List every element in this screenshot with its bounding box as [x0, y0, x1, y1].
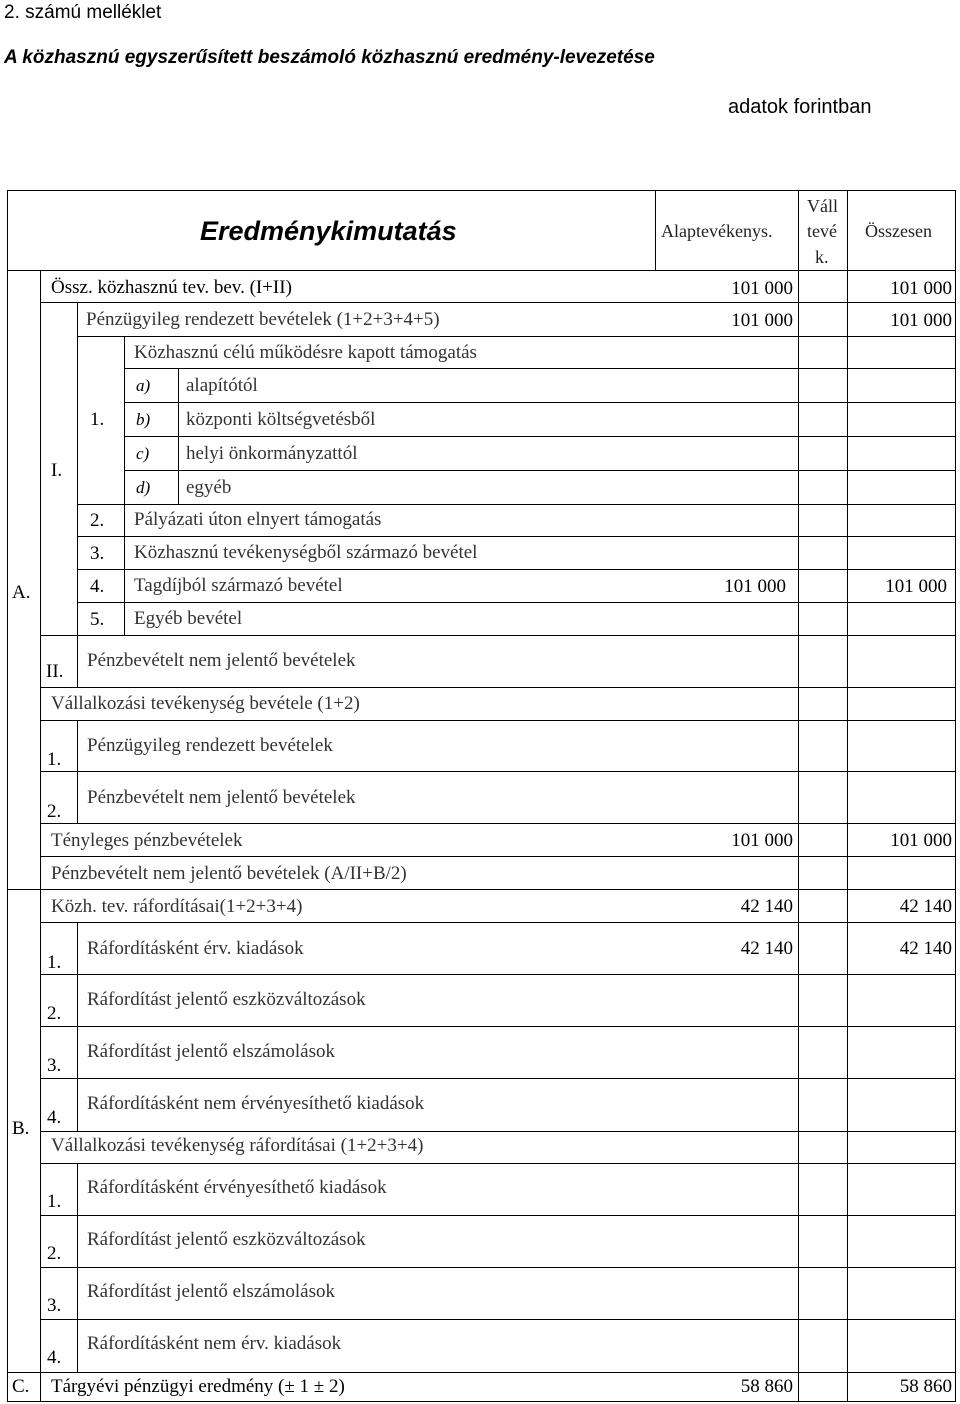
grid-line	[124, 436, 955, 437]
row-label: Közh. tev. ráfordításai(1+2+3+4)	[51, 896, 303, 917]
grid-line	[124, 470, 955, 471]
row-label: Össz. közhasznú tev. bev. (I+II)	[51, 277, 292, 298]
grid-line	[7, 190, 955, 191]
row-label: Ráfordításként nem érvényesíthető kiadások	[87, 1093, 425, 1114]
annex-label: 2. számú melléklet	[4, 2, 162, 23]
row-label: Ráfordításként érvényesíthető kiadások	[87, 1177, 387, 1198]
sub-letter: a)	[136, 376, 151, 395]
value-total: 101 000	[885, 576, 947, 597]
grid-line	[40, 1215, 955, 1216]
grid-line	[40, 1078, 955, 1079]
grid-line	[40, 823, 955, 824]
row-label: Tagdíjból származó bevétel	[134, 575, 343, 596]
grid-line	[77, 336, 955, 337]
row-label: Pénzbevételt nem jelentő bevételek	[87, 787, 356, 808]
sub-letter: d)	[136, 478, 151, 497]
row-label: Ráfordítást jelentő elszámolások	[87, 1281, 335, 1302]
value-basic: 101 000	[731, 830, 793, 851]
row-number: 1.	[47, 952, 62, 973]
grid-line	[77, 536, 955, 537]
grid-line	[77, 602, 955, 603]
column-header-business-2: tevé	[807, 221, 837, 241]
sub-letter: b)	[136, 410, 151, 429]
row-label: alapítótól	[186, 375, 258, 396]
grid-line	[7, 1372, 955, 1373]
unit-note: adatok forintban	[728, 96, 872, 118]
row-number: 5.	[90, 609, 105, 630]
row-number: 2.	[90, 510, 105, 531]
grid-line	[77, 635, 78, 687]
value-total: 42 140	[899, 896, 952, 917]
row-number: 2.	[47, 1003, 62, 1024]
row-number: 2.	[47, 801, 62, 822]
row-label: helyi önkormányzattól	[186, 443, 358, 464]
document-title: A közhasznú egyszerűsített beszámoló közhasznú eredmény-levezetése	[4, 47, 655, 68]
value-basic: 58 860	[740, 1376, 793, 1397]
grid-line	[40, 856, 955, 857]
grid-line	[7, 270, 955, 271]
value-total: 42 140	[899, 938, 952, 959]
row-label: Egyéb bevétel	[134, 608, 243, 629]
grid-line	[847, 190, 848, 1402]
row-label: egyéb	[186, 477, 232, 498]
row-number: 1.	[90, 409, 105, 430]
row-label: Pénzbevételt nem jelentő bevételek (A/II+B/2)	[51, 863, 407, 884]
row-label: Tényleges pénzbevételek	[51, 830, 243, 851]
section-c-label: C.	[12, 1376, 30, 1397]
value-total: 101 000	[890, 310, 952, 331]
grid-line	[7, 1401, 955, 1402]
row-label: Közhasznú célú működésre kapott támogatás	[134, 342, 477, 363]
row-label: Pénzügyileg rendezett bevételek	[87, 735, 333, 756]
row-number: 3.	[90, 543, 105, 564]
row-number: 3.	[47, 1055, 62, 1076]
grid-line	[40, 771, 955, 772]
row-label: Ráfordításként nem érv. kiadások	[87, 1333, 342, 1354]
value-total: 58 860	[899, 1376, 952, 1397]
value-basic: 42 140	[740, 896, 793, 917]
grid-line	[40, 1267, 955, 1268]
row-number: 4.	[90, 576, 105, 597]
grid-line	[77, 569, 955, 570]
column-header-business-1: Váll	[807, 196, 838, 216]
grid-line	[40, 302, 955, 303]
grid-line	[655, 190, 656, 270]
value-total: 101 000	[890, 278, 952, 299]
grid-line	[40, 922, 955, 923]
column-header-total: Összesen	[865, 221, 932, 241]
row-label: Ráfordításként érv. kiadások	[87, 938, 304, 959]
grid-line	[955, 190, 956, 1402]
grid-line	[798, 190, 799, 1402]
grid-line	[40, 1319, 955, 1320]
grid-line	[124, 368, 955, 369]
row-number: 4.	[47, 1347, 62, 1368]
row-label: Ráfordítást jelentő eszközváltozások	[87, 1229, 366, 1250]
grid-line	[40, 635, 955, 636]
row-label: Vállalkozási tevékenység ráfordításai (1+2+3+4)	[51, 1135, 424, 1156]
value-total: 101 000	[890, 830, 952, 851]
row-label: Közhasznú tevékenységből származó bevétel	[134, 542, 478, 563]
grid-line	[7, 190, 8, 1402]
row-number: 1.	[47, 749, 62, 770]
grid-line	[124, 336, 125, 635]
value-basic: 101 000	[724, 576, 786, 597]
row-label: Vállalkozási tevékenység bevétele (1+2)	[51, 693, 360, 714]
value-basic: 101 000	[731, 310, 793, 331]
row-label: Tárgyévi pénzügyi eredmény (± 1 ± 2)	[51, 1376, 345, 1397]
sub-letter: c)	[136, 444, 150, 463]
column-header-basic: Alaptevékenys.	[661, 221, 773, 241]
grid-line	[7, 889, 955, 890]
grid-line	[124, 402, 955, 403]
row-label: központi költségvetésből	[186, 409, 376, 430]
grid-line	[40, 1026, 955, 1027]
row-number: 2.	[47, 1243, 62, 1264]
value-basic: 101 000	[731, 278, 793, 299]
row-number: 4.	[47, 1107, 62, 1128]
row-number: 3.	[47, 1295, 62, 1316]
section-a-ii-label: II.	[46, 661, 64, 682]
table-title: Eredménykimutatás	[200, 216, 457, 246]
row-label: Pénzügyileg rendezett bevételek (1+2+3+4+5)	[86, 309, 440, 330]
column-header-business-3: k.	[815, 247, 829, 267]
row-label: Ráfordítást jelentő eszközváltozások	[87, 989, 366, 1010]
section-a-i-label: I.	[51, 460, 63, 481]
section-b-label: B.	[12, 1118, 30, 1139]
value-basic: 42 140	[740, 938, 793, 959]
grid-line	[40, 974, 955, 975]
grid-line	[40, 687, 955, 688]
grid-line	[40, 1163, 955, 1164]
grid-line	[77, 504, 955, 505]
row-label: Pályázati úton elnyert támogatás	[134, 509, 382, 530]
row-number: 1.	[47, 1191, 62, 1212]
row-label: Pénzbevételt nem jelentő bevételek	[87, 650, 356, 671]
grid-line	[77, 302, 78, 635]
grid-line	[40, 1131, 955, 1132]
row-label: Ráfordítást jelentő elszámolások	[87, 1041, 335, 1062]
grid-line	[40, 270, 41, 1402]
grid-line	[40, 720, 955, 721]
section-a-label: A.	[12, 582, 31, 603]
